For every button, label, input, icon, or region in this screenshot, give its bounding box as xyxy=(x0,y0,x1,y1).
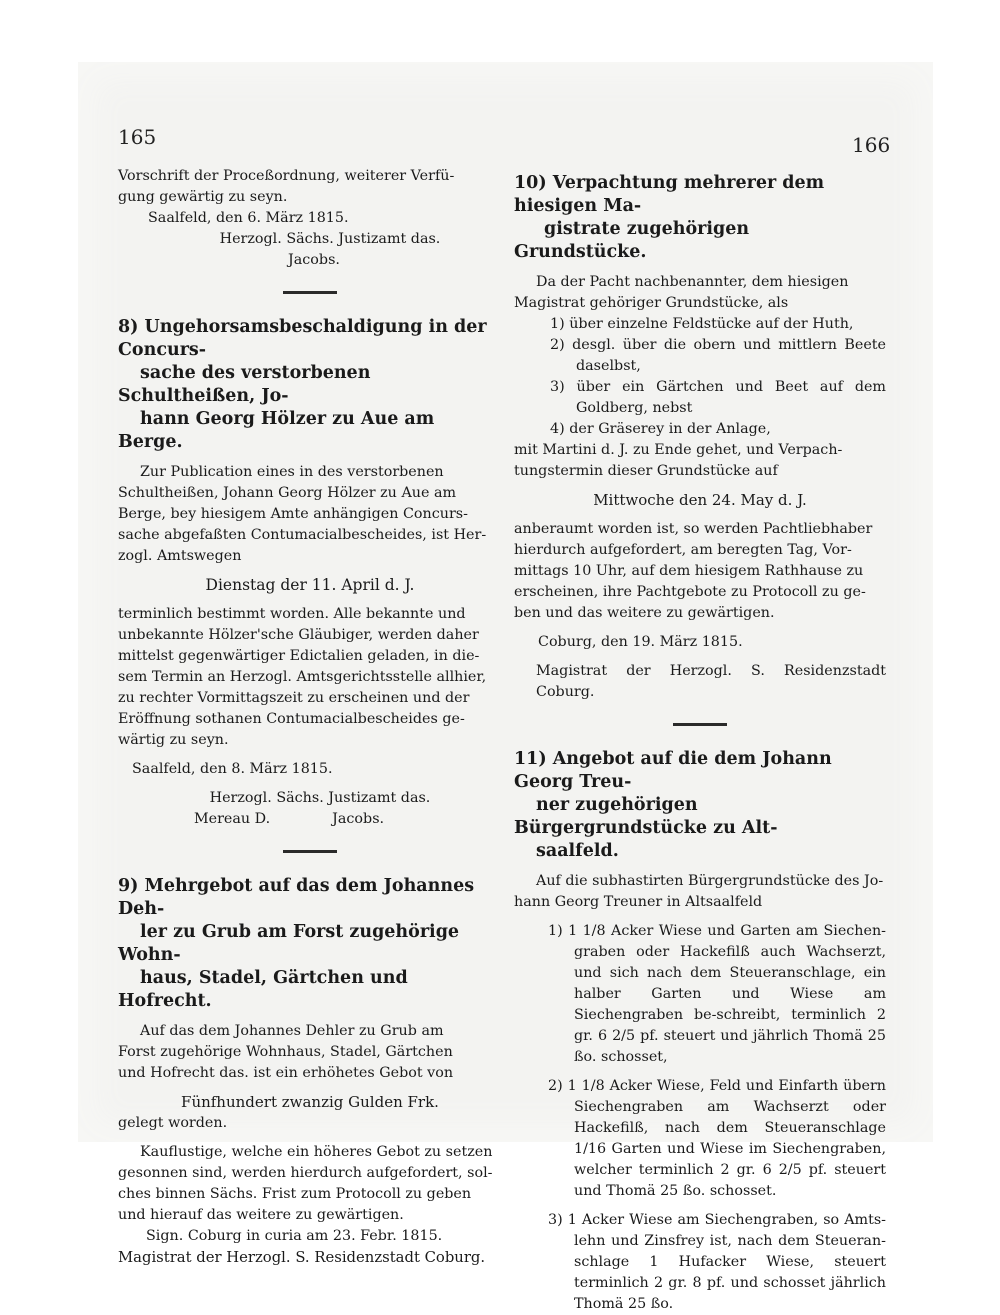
section-9-body: Auf das dem Johannes Dehler zu Grub am Forst zugehörige Wohnhaus, Stadel, Gärtchen und Hofrecht das. ist ein erhöhetes Gebot von xyxy=(118,1023,454,1081)
signature-mereau: Mereau D. xyxy=(194,811,271,827)
section-11-item-3: 3) 1 Acker Wiese am Siechengraben, so Amts-lehn und Zinsfrey ist, nach dem Steueran-schlage 1 Hufacker Wiese, steuert terminlich 2 gr. 8 pf. und schosset jährlich Thomä 25 ßo. xyxy=(548,1212,886,1312)
page-number-right: 166 xyxy=(852,133,891,157)
section-10-heading: 10) Verpachtung mehrerer dem hiesigen Ma- gistrate zugehörigen Grundstücke. xyxy=(514,173,825,262)
section-10-body: Da der Pacht nachbenannter, dem hiesigen Magistrat gehöriger Grundstücke, als xyxy=(514,274,849,311)
left-column xyxy=(118,166,502,1268)
section-10-term: Mittwoche den 24. May d. J. xyxy=(593,491,807,509)
section-8-heading: 8) Ungehorsamsbeschaldigung in der Concurs- sache des verstorbenen Schultheißen, Jo- hann Georg Hölzer zu Aue am Berge. xyxy=(118,317,487,452)
section-10-body2: mit Martini d. J. zu Ende gehet, und Verpach- tungstermin dieser Grundstücke auf xyxy=(514,442,843,479)
divider xyxy=(673,723,727,726)
intro-signature: Jacobs. xyxy=(288,252,340,268)
section-10-item-1: 1) über einzelne Feldstücke auf der Huth, xyxy=(550,316,854,332)
section-8-signatures xyxy=(118,809,502,830)
section-8-body: Zur Publication eines in des verstorbenen Schultheißen, Johann Georg Hölzer zu Aue am Berge, bey hiesigem Amte anhängigen Concurs- sache abgefaßten Contumacialbescheides, ist Her- zogl. Amtswegen xyxy=(118,464,487,564)
section-9-office: Magistrat der Herzogl. S. Residenzstadt Coburg. xyxy=(118,1249,486,1266)
section-11-body: Auf die subhastirten Bürgergrundstücke des Jo- hann Georg Treuner in Altsaalfeld xyxy=(514,873,884,910)
section-8-office: Herzogl. Sächs. Justizamt das. xyxy=(209,790,431,806)
section-9-date: Sign. Coburg in curia am 23. Febr. 1815. xyxy=(146,1228,443,1244)
intro-office: Herzogl. Sächs. Justizamt das. xyxy=(219,231,441,247)
section-8-date: Saalfeld, den 8. März 1815. xyxy=(132,761,333,777)
intro-text: Vorschrift der Proceßordnung, weiterer Verfü- gung gewärtig zu seyn. xyxy=(118,168,455,205)
section-10-item-2: 2) desgl. über die obern und mittlern Beete daselbst, xyxy=(550,337,886,374)
section-10-item-3: 3) über ein Gärtchen und Beet auf dem Goldberg, nebst xyxy=(550,379,886,416)
section-9-after: gelegt worden. xyxy=(118,1115,228,1131)
right-column xyxy=(514,172,886,1315)
section-10-item-4: 4) der Gräserey in der Anlage, xyxy=(550,421,771,437)
divider xyxy=(283,850,337,853)
section-10-body3: anberaumt worden ist, so werden Pachtliebhaber hierdurch aufgefordert, am beregten Tag, Vor- mittags 10 Uhr, auf dem hiesigem Rathhause zu erscheinen, ihre Pachtgebote zu Protocoll zu ge- ben und das weitere zu gewärtigen. xyxy=(514,521,873,621)
page-number-left: 165 xyxy=(118,125,157,149)
section-8-term: Dienstag der 11. April d. J. xyxy=(205,576,415,594)
intro-date: Saalfeld, den 6. März 1815. xyxy=(148,210,349,226)
divider xyxy=(283,291,337,294)
section-11-item-2: 2) 1 1/8 Acker Wiese, Feld und Einfarth übern Siechengraben am Wachserzt oder Hackefilß, nach dem Steueranschlage 1/16 Garten und Wiese im Siechengraben, welcher terminlich 2 gr. 6 2/5 pf. steuert und Thomä 25 ßo. schosset. xyxy=(548,1078,886,1199)
section-11-item-1: 1) 1 1/8 Acker Wiese und Garten am Siechen-graben oder Hackefilß auch Wachserzt, und sich nach dem Steueranschlage, ein halber Garten und Wiese am Siechengraben be-schreibt, terminlich 2 gr. 6 2/5 pf. steuert und jährlich Thomä 25 ßo. schosset, xyxy=(548,923,886,1065)
section-11-heading: 11) Angebot auf die dem Johann Georg Treu- ner zugehörigen Bürgergrundstücke zu Alt- saalfeld. xyxy=(514,749,832,861)
section-9-amount: Fünfhundert zwanzig Gulden Frk. xyxy=(181,1093,439,1111)
section-9-body2: Kauflustige, welche ein höheres Gebot zu setzen gesonnen sind, werden hierdurch aufgefordert, sol- ches binnen Sächs. Frist zum Protocoll zu geben und hierauf das weitere zu gewärtigen. xyxy=(118,1144,493,1223)
section-10-date: Coburg, den 19. März 1815. xyxy=(538,634,743,650)
section-10-office: Magistrat der Herzogl. S. Residenzstadt Coburg. xyxy=(536,663,886,700)
signature-jacobs: Jacobs. xyxy=(332,811,385,827)
section-9-heading: 9) Mehrgebot auf das dem Johannes Deh- ler zu Grub am Forst zugehörige Wohn- haus, Stadel, Gärtchen und Hofrecht. xyxy=(118,876,475,1011)
section-8-body2: terminlich bestimmt worden. Alle bekannte und unbekannte Hölzer'sche Gläubiger, werden daher mittelst gegenwärtiger Edictalien geladen, in die- sem Termin an Herzogl. Amtsgerichtsstelle allhier, zu rechter Vormittagszeit zu erscheinen und der Eröffnung sothanen Contumacialbescheides ge- wärtig zu seyn. xyxy=(118,606,487,748)
